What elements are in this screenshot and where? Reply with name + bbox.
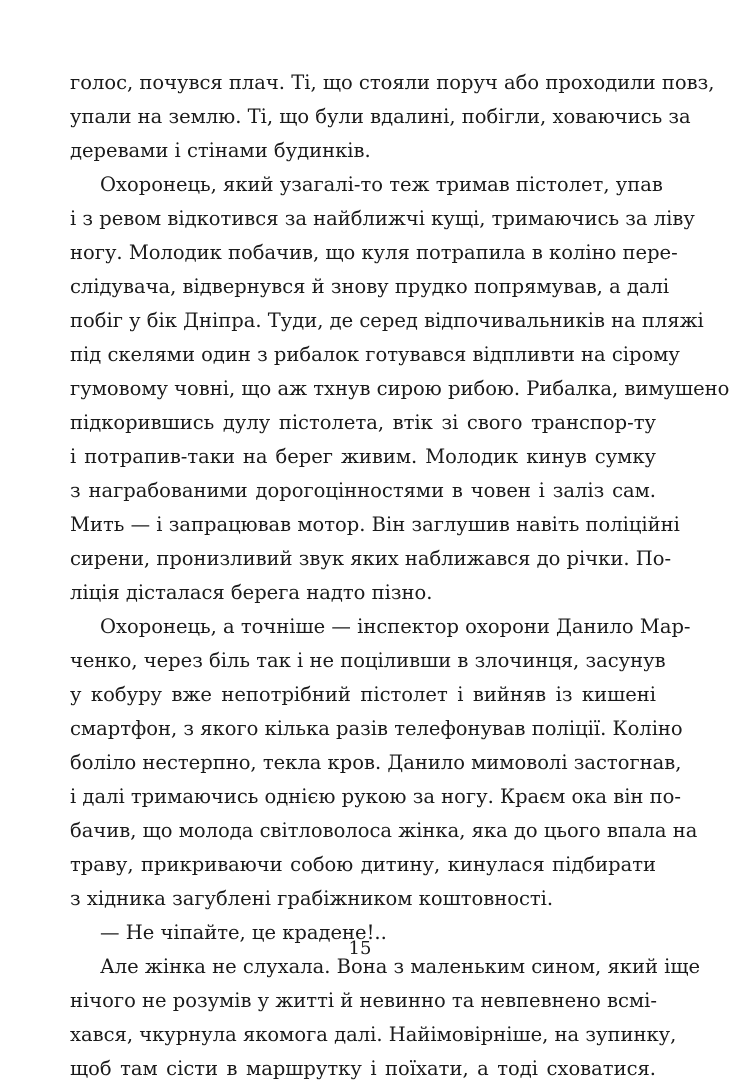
text-line: гумовому човні, що аж тхнув сирою рибою. Рибалка, вимушено (70, 377, 729, 400)
page-text (70, 66, 729, 1086)
text-line: слідувача, відвернувся й знову прудко попрямував, а далі (70, 275, 670, 298)
text-line: під скелями один з рибалок готувався відпливти на сірому (70, 343, 680, 366)
text-line: Охоронець, а точніше — інспектор охорони Данило Мар- (100, 615, 691, 638)
text-line: підкорившись дулу пістолета, втік зі свого транспор-ту (70, 411, 656, 434)
text-line: — Не чіпайте, це крадене!.. (100, 921, 387, 944)
text-line: ченко, через біль так і не поціливши в злочинця, засунув (70, 649, 666, 672)
text-line: і далі тримаючись однією рукою за ногу. Краєм ока він по- (70, 785, 681, 808)
page-number: 15 (348, 938, 372, 959)
text-line: сирени, пронизливий звук яких наближався до річки. По- (70, 547, 672, 570)
text-line: з хідника загублені грабіжником коштовності. (70, 887, 554, 910)
text-line: Охоронець, який узагалі-то теж тримав пістолет, упав (100, 173, 663, 196)
text-line: Але жінка не слухала. Вона з маленьким сином, який іще (100, 955, 701, 978)
text-line: ліція дісталася берега надто пізно. (70, 581, 433, 604)
text-line: деревами і стінами будинків. (70, 139, 371, 162)
text-line: у кобуру вже непотрібний пістолет і вийняв із кишені (70, 683, 656, 706)
text-line: боліло нестерпно, текла кров. Данило мимоволі застогнав, (70, 751, 682, 774)
text-line: і потрапив-таки на берег живим. Молодик кинув сумку (70, 445, 656, 468)
text-line: упали на землю. Ті, що були вдалині, побігли, ховаючись за (70, 105, 691, 128)
text-line: щоб там сісти в маршрутку і поїхати, а тоді сховатися. (70, 1057, 656, 1080)
text-line: голос, почувся плач. Ті, що стояли поруч або проходили повз, (70, 71, 715, 94)
text-line: і з ревом відкотився за найближчі кущі, тримаючись за ліву (70, 207, 695, 230)
text-line: з награбованими дорогоцінностями в човен і заліз сам. (70, 479, 656, 502)
text-line: побіг у бік Дніпра. Туди, де серед відпочивальників на пляжі (70, 309, 704, 332)
text-line: хався, чкурнула якомога далі. Найімовірніше, на зупинку, (70, 1023, 677, 1046)
text-line: смартфон, з якого кілька разів телефонував поліції. Коліно (70, 717, 683, 740)
book-page (70, 66, 729, 1080)
text-line: ногу. Молодик побачив, що куля потрапила в коліно пере- (70, 241, 678, 264)
text-line: нічого не розумів у житті й невинно та невпевнено всмі- (70, 989, 657, 1012)
text-line: бачив, що молода світловолоса жінка, яка до цього впала на (70, 819, 698, 842)
text-line: траву, прикриваючи собою дитину, кинулася підбирати (70, 853, 656, 876)
text-line: Мить — і запрацював мотор. Він заглушив навіть поліційні (70, 513, 680, 536)
